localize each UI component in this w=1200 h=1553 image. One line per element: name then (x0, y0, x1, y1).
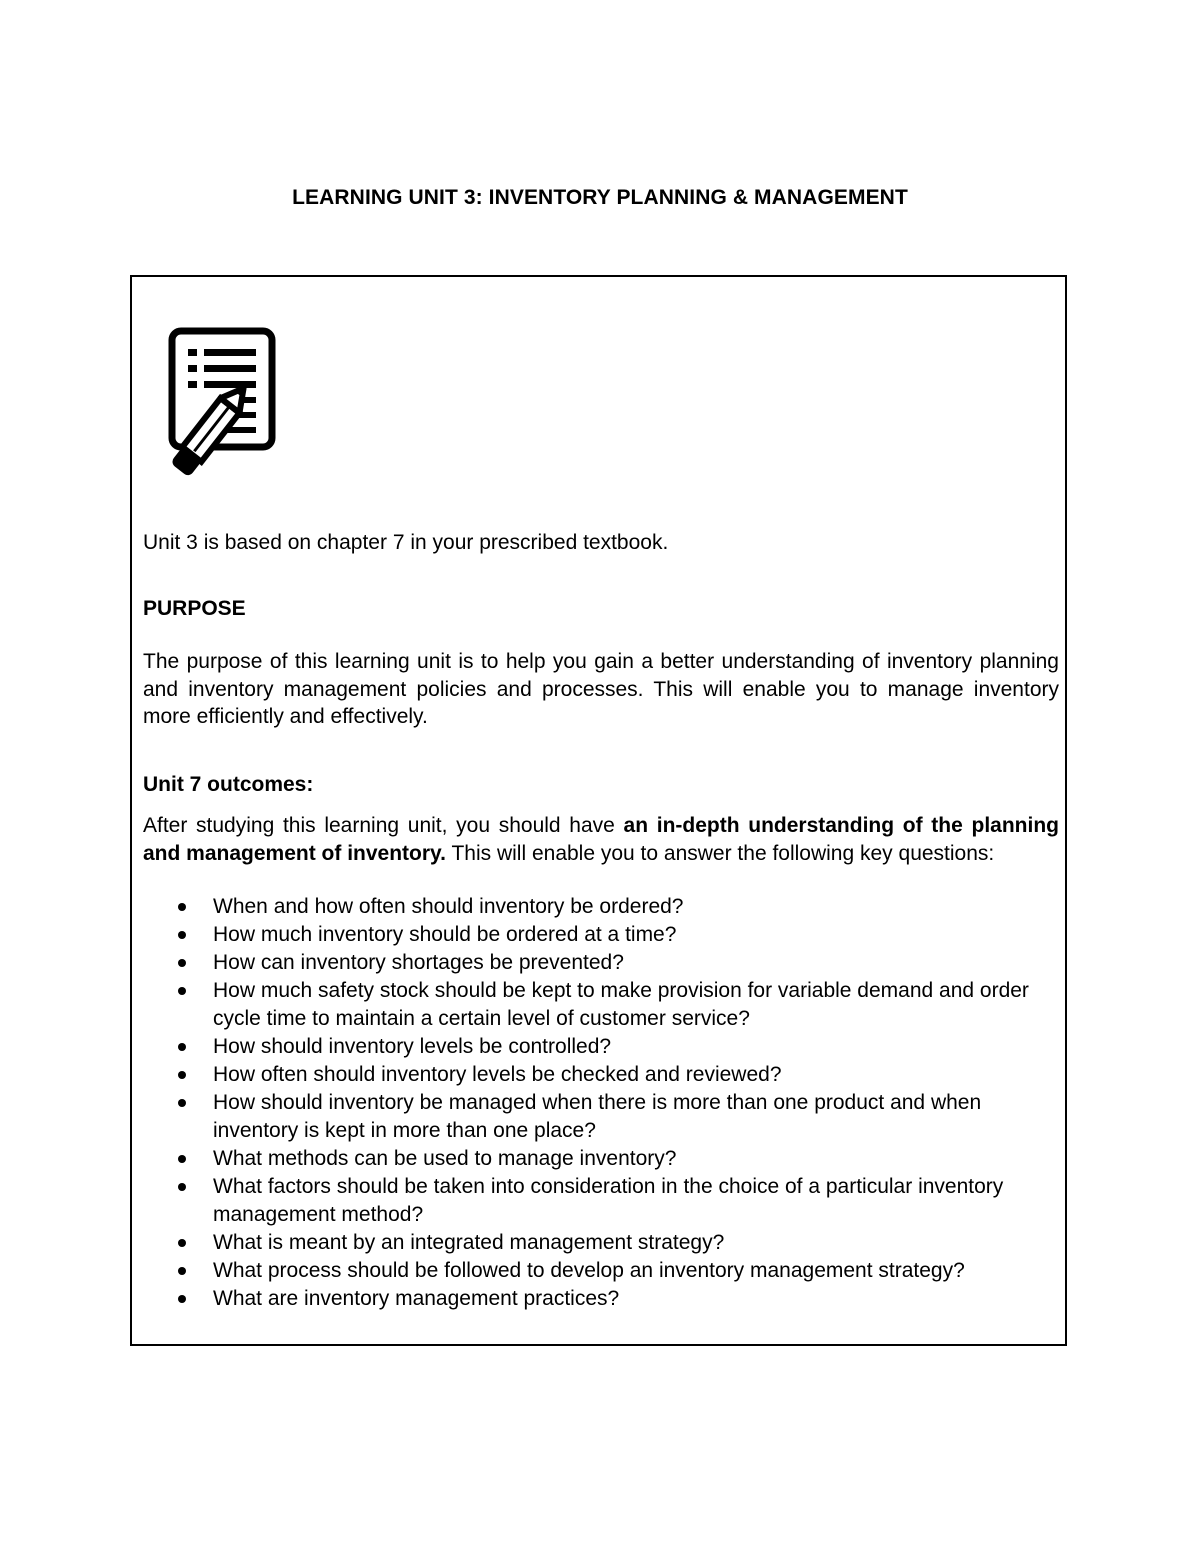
bullet-icon (178, 1183, 186, 1191)
question-text: How much safety stock should be kept to make provision for variable demand and order cycle time to maintain a certain level of customer service? (213, 979, 1029, 1030)
question-text: How should inventory be managed when there is more than one product and when inventory is kept in more than one place? (213, 1091, 982, 1142)
bullet-icon (178, 903, 186, 911)
bullet-icon (178, 1155, 186, 1163)
document-with-pencil-icon (152, 327, 277, 477)
learning-unit-box (130, 275, 1067, 1346)
question-text: What process should be followed to develop an inventory management strategy? (213, 1259, 965, 1282)
bullet-icon (178, 1099, 186, 1107)
purpose-text: The purpose of this learning unit is to help you gain a better understanding of inventory planning and inventory management policies and processes. This will enable you to manage inventory more efficiently and effectively. (143, 650, 1059, 728)
list-item (143, 1089, 1059, 1145)
intro-text: Unit 3 is based on chapter 7 in your prescribed textbook. (143, 531, 669, 554)
question-text: How should inventory levels be controlled? (213, 1035, 612, 1058)
question-text: When and how often should inventory be ordered? (213, 895, 684, 918)
page-title: LEARNING UNIT 3: INVENTORY PLANNING & MANAGEMENT (292, 186, 908, 209)
bullet-icon (178, 1267, 186, 1275)
bullet-icon (178, 1071, 186, 1079)
bullet-icon (178, 1239, 186, 1247)
key-questions-list (143, 893, 1059, 1313)
list-item (143, 949, 1059, 977)
list-item (143, 921, 1059, 949)
bullet-icon (178, 987, 186, 995)
outcomes-emphasis: an in-depth understanding of the planning and management of inventory. (143, 814, 1059, 865)
list-item (143, 1173, 1059, 1229)
list-item (143, 1145, 1059, 1173)
unit-content (143, 529, 1059, 1313)
question-text: How much inventory should be ordered at a time? (213, 923, 677, 946)
list-item (143, 1033, 1059, 1061)
question-text: What methods can be used to manage inventory? (213, 1147, 677, 1170)
outcomes-text (143, 812, 1059, 867)
purpose-heading: PURPOSE (143, 596, 246, 620)
question-text: What factors should be taken into consideration in the choice of a particular inventory management method? (213, 1175, 1004, 1226)
bullet-icon (178, 1043, 186, 1051)
question-text: What are inventory management practices? (213, 1287, 620, 1310)
list-item (143, 977, 1059, 1033)
list-item (143, 1285, 1059, 1313)
list-item (143, 1229, 1059, 1257)
bullet-icon (178, 1295, 186, 1303)
question-text: What is meant by an integrated management strategy? (213, 1231, 725, 1254)
bullet-icon (178, 959, 186, 967)
outcomes-tail: This will enable you to answer the following key questions: (446, 841, 995, 865)
outcomes-heading: Unit 7 outcomes: (143, 772, 314, 796)
list-item (143, 1061, 1059, 1089)
bullet-icon (178, 931, 186, 939)
list-item (143, 1257, 1059, 1285)
outcomes-lead: After studying this learning unit, you should have (143, 814, 624, 837)
question-text: How can inventory shortages be prevented? (213, 951, 624, 974)
list-item (143, 893, 1059, 921)
question-text: How often should inventory levels be checked and reviewed? (213, 1063, 782, 1086)
